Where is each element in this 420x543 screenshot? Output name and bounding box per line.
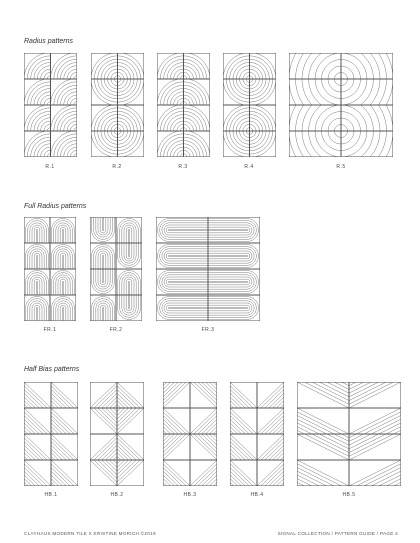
pattern-r3 [157,53,210,157]
label-r5: R.5 [336,164,346,170]
pattern-hb2 [90,382,144,486]
label-hb5: HB.5 [342,492,356,498]
label-hb2: HB.2 [110,492,124,498]
pattern-hb4 [230,382,284,486]
pattern-r5 [289,53,393,157]
label-r4: R.4 [244,164,254,170]
footer-left: CLAYHAUS MODERN TILE X KRISTINE MORICH ©2019 [24,531,156,536]
label-fr3: FR.3 [201,327,215,333]
pattern-r1 [24,53,77,157]
label-r3: R.3 [178,164,188,170]
pattern-fr3 [156,217,260,321]
label-fr2: FR.2 [109,327,123,333]
pattern-hb3 [163,382,217,486]
pattern-hb1 [24,382,78,486]
section-title-half-bias: Half Bias patterns [24,366,80,373]
pattern-fr2 [90,217,142,321]
label-r1: R.1 [45,164,55,170]
label-hb4: HB.4 [250,492,264,498]
pattern-fr1 [24,217,76,321]
pattern-hb5 [297,382,401,486]
label-hb1: HB.1 [44,492,58,498]
section-title-radius: Radius patterns [24,38,74,45]
pattern-r4 [223,53,276,157]
label-hb3: HB.3 [183,492,197,498]
section-title-full-radius: Full Radius patterns [24,203,87,210]
label-r2: R.2 [112,164,122,170]
footer-right: SIGNAL COLLECTION / PATTERN GUIDE / PAGE 2 [277,531,398,536]
label-fr1: FR.1 [43,327,57,333]
pattern-r2 [91,53,144,157]
